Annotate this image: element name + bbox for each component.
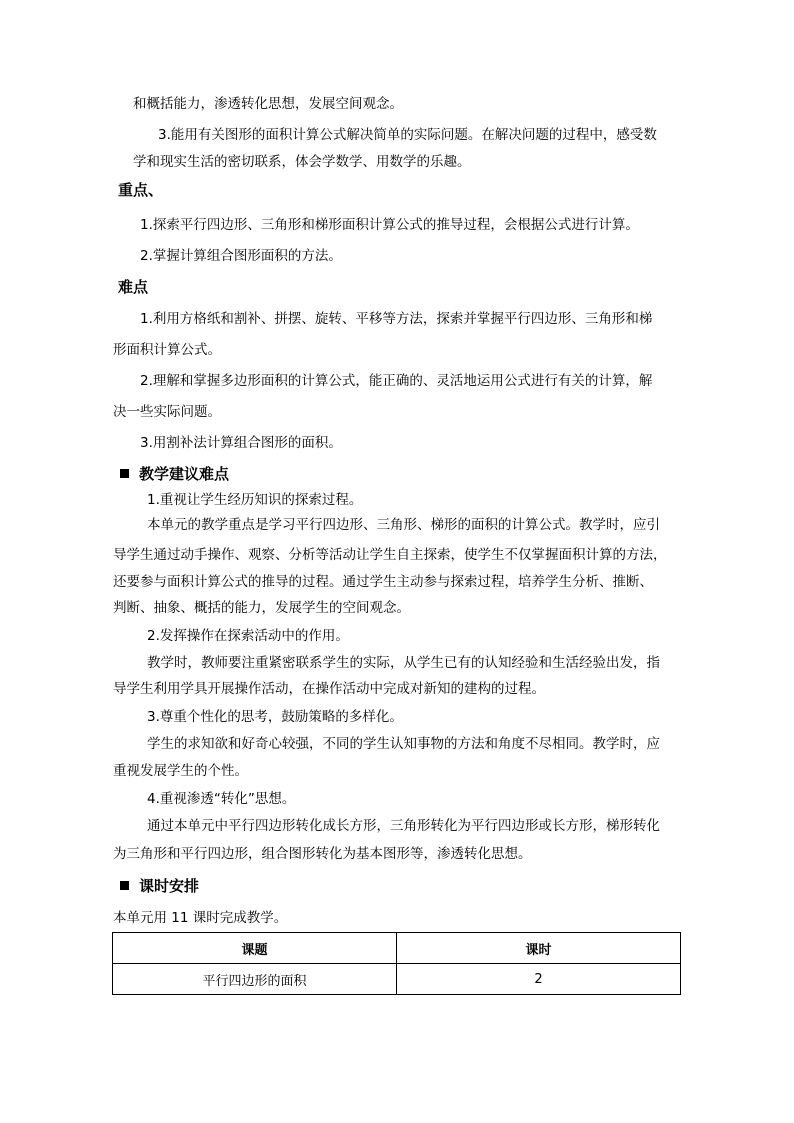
difficult-point-2-line-1: 2.理解和掌握多边形面积的计算公式，能正确的、灵活地运用公式进行有关的计算，解 <box>140 373 653 389</box>
suggestion-3-para-line-1: 学生的求知欲和好奇心较强，不同的学生认知事物的方法和角度不尽相同。教学时，应 <box>147 736 660 752</box>
suggestion-1-para-line-4: 判断、抽象、概括的能力，发展学生的空间观念。 <box>113 600 410 616</box>
table-header-row <box>113 933 681 964</box>
key-points-heading: 重点、 <box>118 181 164 199</box>
column-header-hours: 课时 <box>397 933 681 964</box>
difficult-point-3: 3.用割补法计算组合图形的面积。 <box>140 435 342 451</box>
difficult-points-heading: 难点 <box>118 278 149 296</box>
table-cell-topic: 平行四边形的面积 <box>113 964 397 995</box>
schedule-heading <box>120 876 199 896</box>
suggestion-4-title: 4.重视渗透“转化”思想。 <box>147 791 296 807</box>
suggestion-2-para-line-1: 教学时，教师要注重紧密联系学生的实际，从学生已有的认知经验和生活经验出发，指 <box>147 655 660 671</box>
goal-line-2: 3.能用有关图形的面积计算公式解决简单的实际问题。在解决问题的过程中，感受数 <box>158 127 657 143</box>
schedule-intro: 本单元用 11 课时完成教学。 <box>113 910 288 926</box>
difficult-point-1-line-2: 形面积计算公式。 <box>113 342 221 358</box>
difficult-point-1-line-1: 1.利用方格纸和割补、拼摆、旋转、平移等方法，探索并掌握平行四边形、三角形和梯 <box>140 311 653 327</box>
key-point-1: 1.探索平行四边形、三角形和梯形面积计算公式的推导过程，会根据公式进行计算。 <box>140 217 639 233</box>
key-point-2: 2.掌握计算组合图形面积的方法。 <box>140 248 342 264</box>
schedule-table <box>112 932 681 995</box>
goal-line-1: 和概括能力，渗透转化思想，发展空间观念。 <box>133 96 403 112</box>
suggestion-2-title: 2.发挥操作在探索活动中的作用。 <box>147 628 349 644</box>
suggestion-3-para-line-2: 重视发展学生的个性。 <box>113 763 248 779</box>
column-header-topic: 课题 <box>113 933 397 964</box>
table-row <box>113 964 681 995</box>
suggestion-1-para-line-1: 本单元的教学重点是学习平行四边形、三角形、梯形的面积的计算公式。教学时，应引 <box>147 517 660 533</box>
difficult-point-2-line-2: 决一些实际问题。 <box>113 404 221 420</box>
schedule-title: 课时安排 <box>139 877 200 895</box>
suggestion-1-para-line-3: 还要参与面积计算公式的推导的过程。通过学生主动参与探索过程，培养学生分析、推断、 <box>113 574 653 590</box>
goal-line-3: 学和现实生活的密切联系，体会学数学、用数学的乐趣。 <box>133 154 471 170</box>
suggestion-1-para-line-2: 导学生通过动手操作、观察、分析等活动让学生自主探索，使学生不仅掌握面积计算的方法， <box>113 547 667 563</box>
table-cell-hours: 2 <box>397 964 681 995</box>
suggestion-4-para-line-2: 为三角形和平行四边形，组合图形转化为基本图形等，渗透转化思想。 <box>113 846 532 862</box>
suggestion-4-para-line-1: 通过本单元中平行四边形转化成长方形，三角形转化为平行四边形或长方形，梯形转化 <box>147 818 660 834</box>
suggestion-3-title: 3.尊重个性化的思考，鼓励策略的多样化。 <box>147 709 403 725</box>
teaching-suggestions-heading <box>120 464 229 484</box>
square-bullet-icon <box>120 881 129 890</box>
teaching-suggestions-title: 教学建议难点 <box>139 465 230 483</box>
square-bullet-icon <box>120 469 129 478</box>
suggestion-1-title: 1.重视让学生经历知识的探索过程。 <box>147 492 363 508</box>
suggestion-2-para-line-2: 导学生利用学具开展操作活动，在操作活动中完成对新知的建构的过程。 <box>113 681 545 697</box>
